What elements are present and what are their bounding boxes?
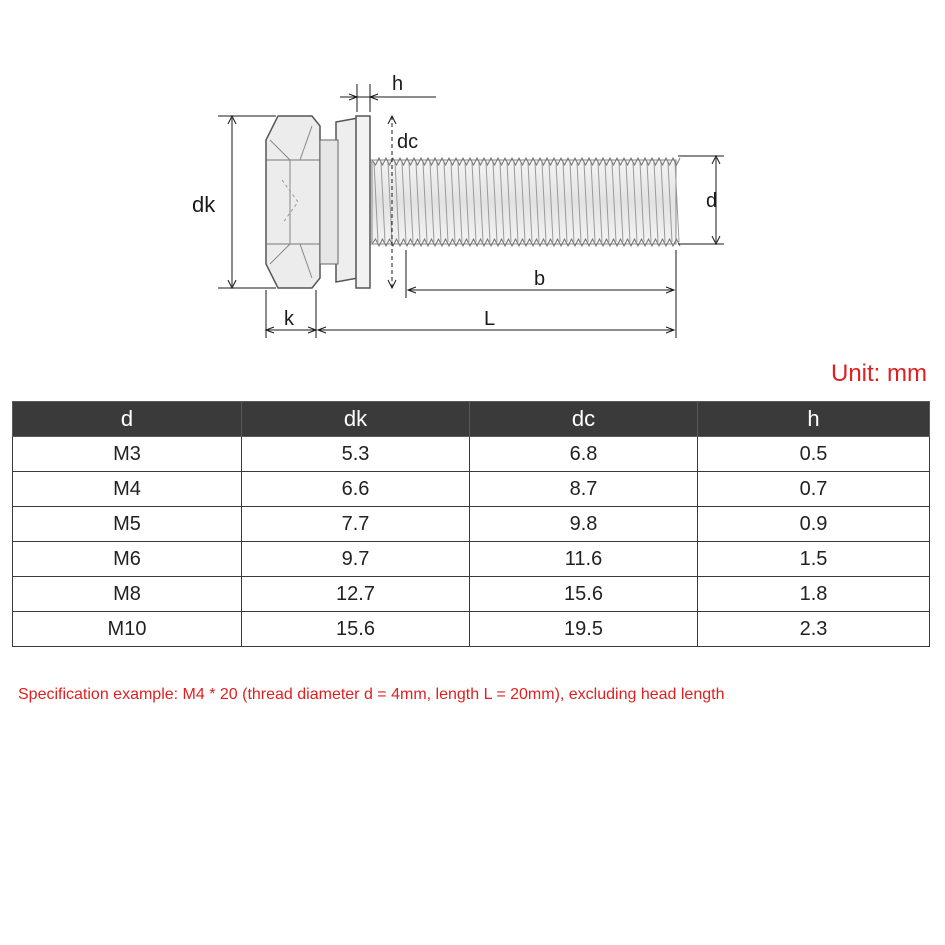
table-row bbox=[13, 542, 930, 577]
table-row bbox=[13, 612, 930, 647]
cell-dc: 9.8 bbox=[470, 507, 698, 542]
cell-dk: 12.7 bbox=[242, 577, 470, 612]
cell-h: 1.5 bbox=[698, 542, 930, 577]
cell-d: M3 bbox=[13, 437, 242, 472]
cell-h: 0.9 bbox=[698, 507, 930, 542]
cell-d: M10 bbox=[13, 612, 242, 647]
header-d: d bbox=[13, 402, 242, 437]
washers bbox=[336, 116, 370, 288]
label-L: L bbox=[484, 308, 496, 330]
cell-dk: 5.3 bbox=[242, 437, 470, 472]
label-dc: dc bbox=[397, 131, 419, 153]
cell-d: M8 bbox=[13, 577, 242, 612]
header-dk: dk bbox=[242, 402, 470, 437]
table-row bbox=[13, 472, 930, 507]
cell-dc: 19.5 bbox=[470, 612, 698, 647]
table-row bbox=[13, 577, 930, 612]
label-b: b bbox=[534, 268, 546, 290]
cell-dc: 8.7 bbox=[470, 472, 698, 507]
screw-dimension-diagram bbox=[0, 0, 945, 360]
cell-dk: 9.7 bbox=[242, 542, 470, 577]
unit-label: Unit: mm bbox=[831, 360, 927, 387]
table-header-row bbox=[13, 402, 930, 437]
cell-h: 0.5 bbox=[698, 437, 930, 472]
cell-dc: 15.6 bbox=[470, 577, 698, 612]
cell-d: M5 bbox=[13, 507, 242, 542]
screw-thread bbox=[368, 158, 680, 246]
table-row bbox=[13, 507, 930, 542]
label-d: d bbox=[706, 190, 718, 212]
label-k: k bbox=[284, 308, 294, 330]
table-row bbox=[13, 437, 930, 472]
label-dk: dk bbox=[192, 192, 216, 217]
cell-dk: 15.6 bbox=[242, 612, 470, 647]
header-dc: dc bbox=[470, 402, 698, 437]
hex-head bbox=[266, 116, 338, 288]
header-h: h bbox=[698, 402, 930, 437]
spec-table bbox=[12, 401, 930, 647]
cell-d: M4 bbox=[13, 472, 242, 507]
cell-dk: 6.6 bbox=[242, 472, 470, 507]
cell-dc: 6.8 bbox=[470, 437, 698, 472]
cell-dk: 7.7 bbox=[242, 507, 470, 542]
cell-h: 2.3 bbox=[698, 612, 930, 647]
cell-h: 0.7 bbox=[698, 472, 930, 507]
label-h: h bbox=[392, 73, 404, 95]
specification-note: Specification example: M4 * 20 (thread diameter d = 4mm, length L = 20mm), excluding head length bbox=[18, 686, 725, 703]
cell-dc: 11.6 bbox=[470, 542, 698, 577]
cell-d: M6 bbox=[13, 542, 242, 577]
cell-h: 1.8 bbox=[698, 577, 930, 612]
